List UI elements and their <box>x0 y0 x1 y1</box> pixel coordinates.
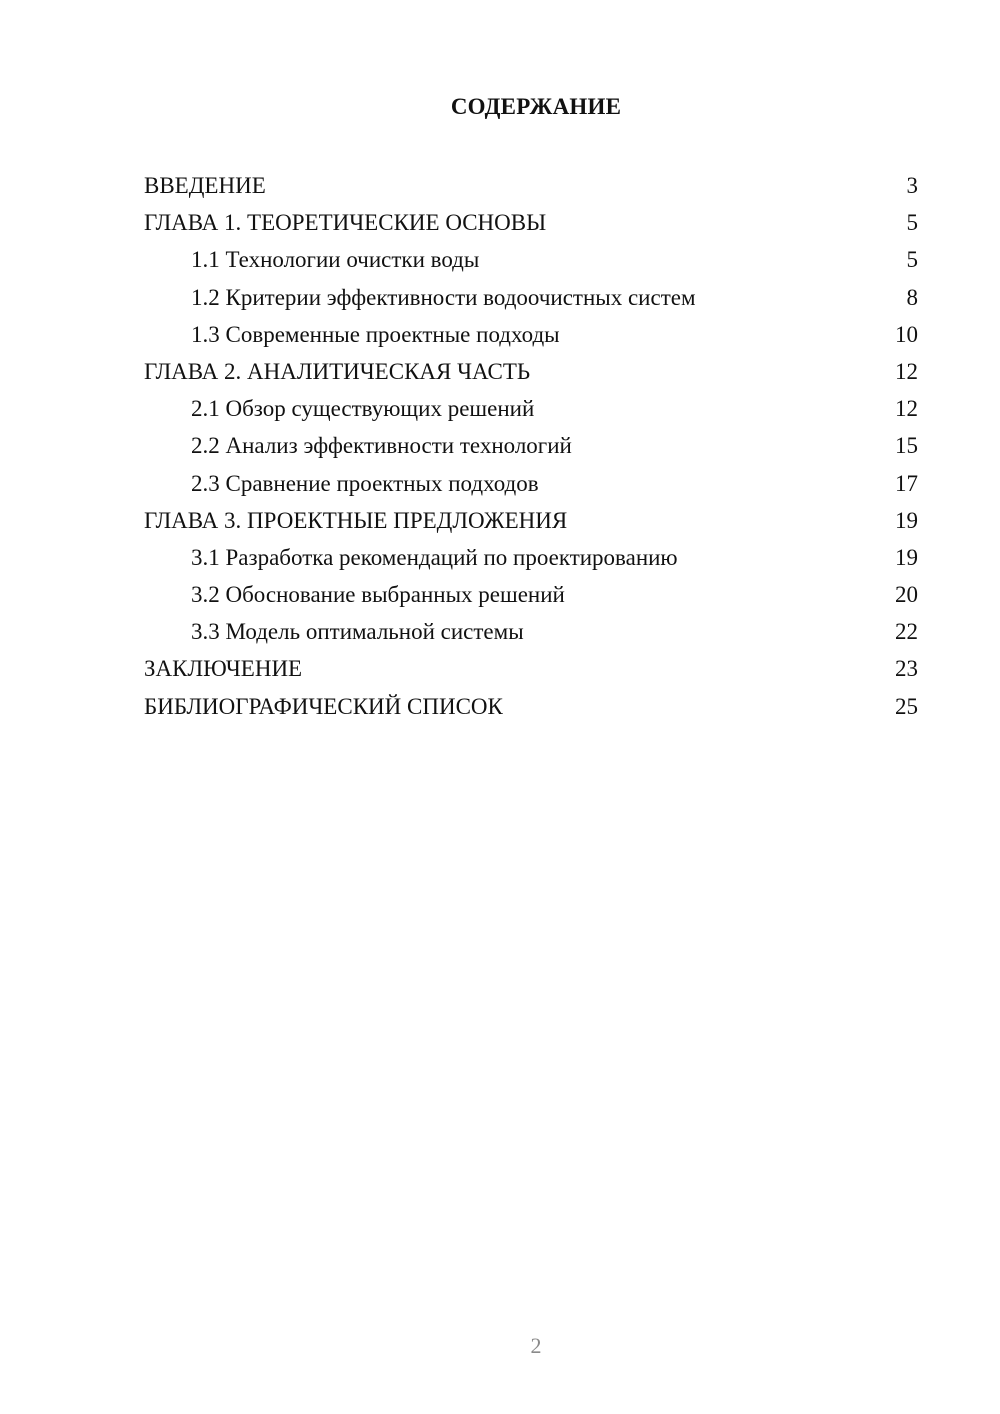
toc-title: СОДЕРЖАНИЕ <box>450 94 622 119</box>
toc-entry[interactable] <box>144 390 918 427</box>
toc-entry[interactable] <box>144 316 918 353</box>
toc-entry-page: 5 <box>906 247 918 273</box>
toc-entry-page: 22 <box>895 619 918 645</box>
toc-entry[interactable] <box>144 539 918 576</box>
toc-entry-label: ГЛАВА 1. ТЕОРЕТИЧЕСКИЕ ОСНОВЫ <box>144 210 547 236</box>
toc-entry[interactable] <box>144 204 918 241</box>
toc-entry[interactable] <box>144 650 918 687</box>
toc-entry-label: ЗАКЛЮЧЕНИЕ <box>144 656 303 682</box>
toc-entry-page: 12 <box>895 358 918 384</box>
toc-entry[interactable] <box>144 502 918 539</box>
toc-entry-page: 5 <box>906 210 918 236</box>
toc-entry-page: 3 <box>906 173 918 198</box>
toc-entry[interactable] <box>144 427 918 464</box>
toc-entry[interactable] <box>144 241 918 278</box>
toc-entry[interactable] <box>144 353 918 390</box>
page-number: 2 <box>530 1333 542 1358</box>
toc-entry-label: 3.3 Модель оптимальной системы <box>191 619 524 645</box>
toc-entry-label: ВВЕДЕНИЕ <box>144 173 266 198</box>
toc-entry-page: 12 <box>895 396 918 422</box>
toc-entry[interactable] <box>144 576 918 613</box>
toc-entry-label: 3.1 Разработка рекомендаций по проектированию <box>191 544 678 570</box>
toc-entry-page: 23 <box>895 656 918 682</box>
toc-entry-page: 8 <box>906 284 918 310</box>
toc-entry-label: 3.2 Обоснование выбранных решений <box>191 582 565 608</box>
toc-entry-label: БИБЛИОГРАФИЧЕСКИЙ СПИСОК <box>144 693 503 719</box>
toc-entry-page: 19 <box>895 544 918 570</box>
toc-entry[interactable] <box>144 613 918 650</box>
table-of-contents <box>144 167 918 725</box>
toc-entry-label: ГЛАВА 2. АНАЛИТИЧЕСКАЯ ЧАСТЬ <box>144 358 531 384</box>
toc-entry[interactable] <box>144 465 918 502</box>
toc-entry-label: 1.2 Критерии эффективности водоочистных систем <box>191 284 696 310</box>
toc-entry-label: 2.3 Сравнение проектных подходов <box>191 470 539 496</box>
toc-entry-page: 15 <box>895 433 918 459</box>
toc-entry-page: 10 <box>895 321 918 347</box>
toc-entry-label: 2.2 Анализ эффективности технологий <box>191 433 572 459</box>
toc-entry[interactable] <box>144 688 918 725</box>
toc-entry-label: 2.1 Обзор существующих решений <box>191 396 535 422</box>
toc-entry-label: 1.3 Современные проектные подходы <box>191 321 560 347</box>
toc-entry-page: 20 <box>895 582 918 608</box>
toc-entry-page: 17 <box>895 470 918 496</box>
toc-entry-label: ГЛАВА 3. ПРОЕКТНЫЕ ПРЕДЛОЖЕНИЯ <box>144 507 568 533</box>
toc-entry[interactable] <box>144 167 918 204</box>
toc-entry-page: 25 <box>895 693 918 719</box>
toc-entry-label: 1.1 Технологии очистки воды <box>191 247 480 273</box>
toc-entry-page: 19 <box>895 507 918 533</box>
toc-entry[interactable] <box>144 279 918 316</box>
